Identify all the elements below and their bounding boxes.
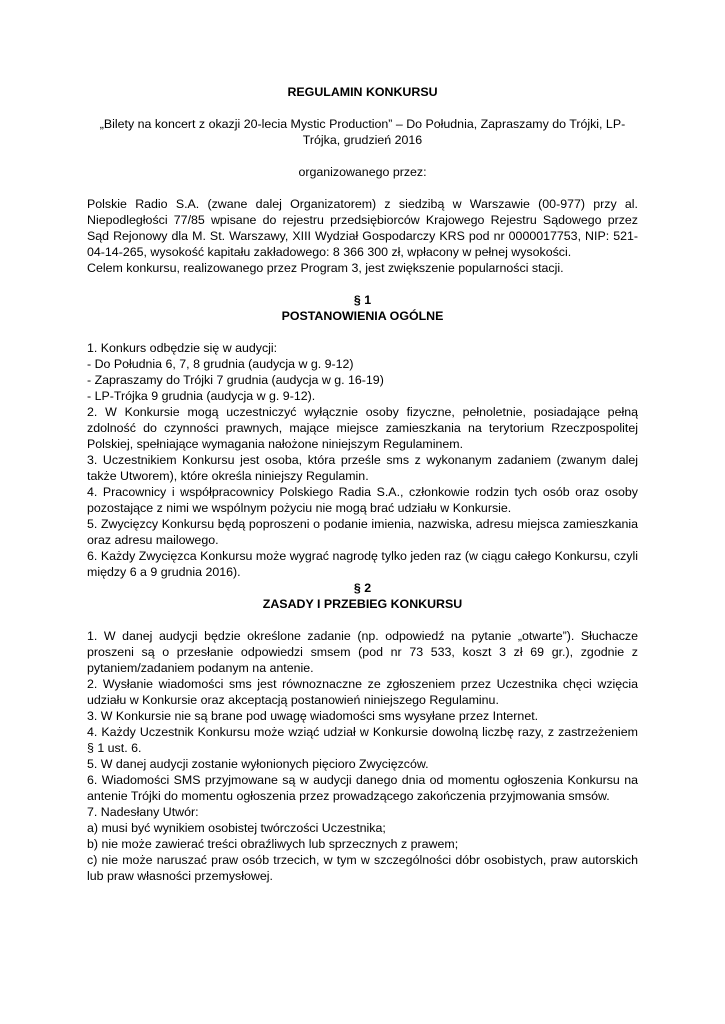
document-subtitle: „Bilety na koncert z okazji 20-lecia Mystic Production” – Do Południa, Zapraszamy do Trójki, LP-Trójka, grudzień 2016 [99, 117, 626, 147]
organizer-paragraph: Polskie Radio S.A. (zwane dalej Organizatorem) z siedzibą w Warszawie (00-977) przy al. Niepodległości 77/85 wpisane do rejestru przedsiębiorców Krajowego Rejestru Sądowego przez Sąd Rejonowy dla M. St. Warszawy, XIII Wydział Gospodarczy KRS pod nr 0000017753, NIP: 521-04-14-265, wysokość kapitału zakładowego: 8 366 300 zł, wpłacony w pełnej wysokości. [87, 197, 638, 259]
section1-heading: POSTANOWIENIA OGÓLNE [281, 309, 444, 323]
section2-item-6: 6. Wiadomości SMS przyjmowane są w audycji danego dnia od momentu ogłoszenia Konkursu na antenie Trójki do momentu ogłoszenia przez prowadzącego zakończenia przyjmowania smsów. [87, 773, 638, 803]
section2-item-4: 4. Każdy Uczestnik Konkursu może wziąć udział w Konkursie dowolną liczbę razy, z zastrzeżeniem § 1 ust. 6. [87, 725, 638, 755]
section2-item-5: 5. W danej audycji zostanie wyłonionych pięcioro Zwycięzców. [87, 757, 429, 771]
section1-item-1: 1. Konkurs odbędzie się w audycji: [87, 341, 278, 355]
section2-number: § 2 [353, 581, 372, 595]
section2-item-1: 1. W danej audycji będzie określone zadanie (np. odpowiedź na pytanie „otwarte”). Słuchacze proszeni są o przesłanie odpowiedzi smsem (pod nr 73 533, koszt 3 zł 69 gr.), zgodnie z pytaniem/zadaniem podanym na antenie. [87, 629, 638, 675]
section1-item-6: 6. Każdy Zwycięzca Konkursu może wygrać nagrodę tylko jeden raz (w ciągu całego Konkursu, czyli między 6 a 9 grudnia 2016). [87, 549, 638, 579]
organized-by-label: organizowanego przez: [298, 165, 427, 179]
section2-item-7b: b) nie może zawierać treści obraźliwych lub sprzecznych z prawem; [87, 837, 459, 851]
section1-item-1b: - Zapraszamy do Trójki 7 grudnia (audycja w g. 16-19) [87, 373, 384, 387]
document-page [87, 84, 638, 884]
section1-item-2: 2. W Konkursie mogą uczestniczyć wyłącznie osoby fizyczne, pełnoletnie, posiadające pełną zdolność do czynności prawnych, mające miejsce zamieszkania na terytorium Rzeczpospolitej Polskiej, spełniające wymagania nałożone niniejszym Regulaminem. [87, 405, 638, 451]
goal-paragraph: Celem konkursu, realizowanego przez Program 3, jest zwiększenie popularności stacji. [87, 261, 564, 275]
document-title: REGULAMIN KONKURSU [287, 85, 438, 99]
section2-item-2: 2. Wysłanie wiadomości sms jest równoznaczne ze zgłoszeniem przez Uczestnika chęci wzięcia udziału w Konkursie oraz akceptacją postanowień niniejszego Regulaminu. [87, 677, 638, 707]
section1-number: § 1 [353, 293, 372, 307]
section1-item-3: 3. Uczestnikiem Konkursu jest osoba, która prześle sms z wykonanym zadaniem (zwanym dalej także Utworem), które określa niniejszy Regulamin. [87, 453, 638, 483]
section2-item-7: 7. Nadesłany Utwór: [87, 805, 199, 819]
section1-item-1a: - Do Południa 6, 7, 8 grudnia (audycja w g. 9-12) [87, 357, 354, 371]
section1-item-1c: - LP-Trójka 9 grudnia (audycja w g. 9-12). [87, 389, 316, 403]
section2-heading: ZASADY I PRZEBIEG KONKURSU [262, 597, 463, 611]
section2-item-3: 3. W Konkursie nie są brane pod uwagę wiadomości sms wysyłane przez Internet. [87, 709, 539, 723]
section1-item-4: 4. Pracownicy i współpracownicy Polskiego Radia S.A., członkowie rodzin tych osób oraz osoby pozostające z nimi we wspólnym pożyciu nie mogą brać udziału w Konkursie. [87, 485, 638, 515]
section1-item-5: 5. Zwycięzcy Konkursu będą poproszeni o podanie imienia, nazwiska, adresu miejsca zamieszkania oraz adresu mailowego. [87, 517, 638, 547]
section2-item-7c: c) nie może naruszać praw osób trzecich, w tym w szczególności dóbr osobistych, praw autorskich lub praw własności przemysłowej. [87, 853, 638, 883]
section2-item-7a: a) musi być wynikiem osobistej twórczości Uczestnika; [87, 821, 386, 835]
